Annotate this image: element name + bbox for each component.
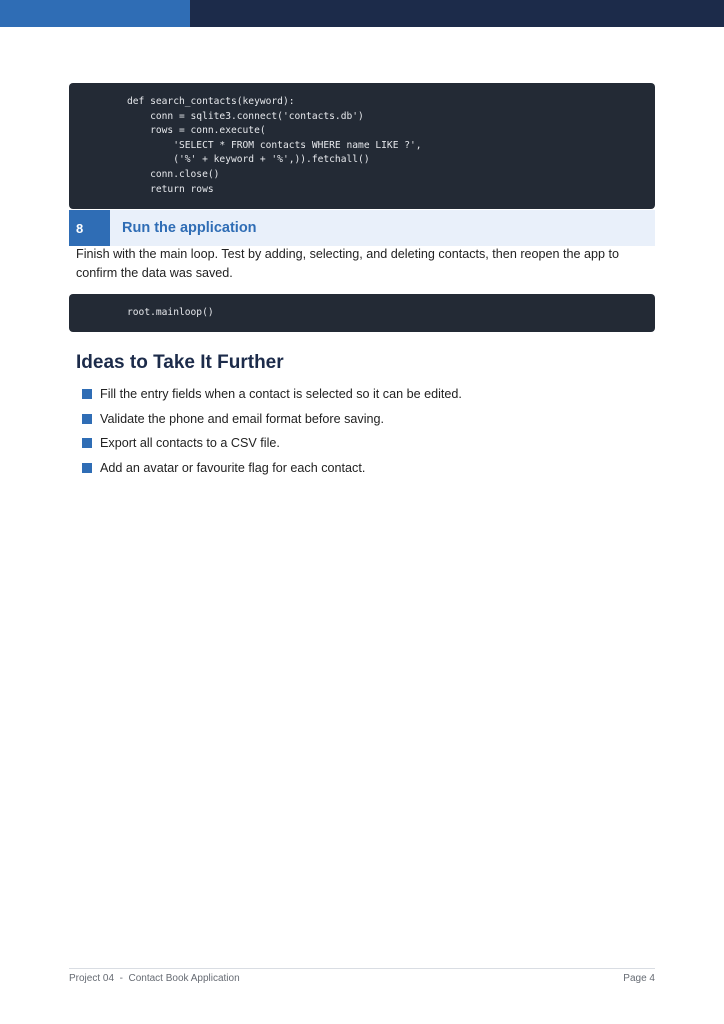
list-item	[82, 382, 462, 407]
top-banner-main	[190, 0, 724, 27]
square-bullet-icon	[82, 438, 92, 448]
code-block-mainloop	[69, 294, 655, 332]
idea-text: Add an avatar or favourite flag for each contact.	[100, 460, 366, 475]
step-title: Run the application	[122, 220, 257, 236]
footer-project-title: Project 04 - Contact Book Application	[69, 973, 240, 984]
footer-page-number: Page 4	[623, 973, 655, 984]
idea-text: Export all contacts to a CSV file.	[100, 436, 280, 451]
square-bullet-icon	[82, 389, 92, 399]
list-item	[82, 456, 462, 481]
idea-text: Fill the entry fields when a contact is selected so it can be edited.	[100, 387, 462, 402]
code-block-search-contacts	[69, 83, 655, 209]
idea-text: Validate the phone and email format before saving.	[100, 411, 385, 426]
code-search-contacts: def search_contacts(keyword): conn = sqlite3.connect('contacts.db') rows = conn.execute( 'SELECT * FROM contacts WHERE name LIKE ?', ('%' + keyword + '%',)).fetchall() conn.close() return rows	[127, 96, 422, 195]
step-description: Finish with the main loop. Test by adding, selecting, and deleting contacts, then reopen the app to confirm the data was saved.	[76, 247, 620, 280]
code-mainloop: root.mainloop()	[127, 307, 214, 318]
square-bullet-icon	[82, 463, 92, 473]
list-item	[82, 431, 462, 456]
top-banner	[0, 0, 724, 27]
list-item	[82, 407, 462, 432]
square-bullet-icon	[82, 414, 92, 424]
step-number: 8	[69, 210, 110, 246]
ideas-title: Ideas to Take It Further	[76, 352, 284, 373]
step-header	[69, 210, 655, 246]
top-banner-accent	[0, 0, 190, 27]
footer-divider	[69, 968, 655, 969]
ideas-list	[82, 382, 462, 480]
